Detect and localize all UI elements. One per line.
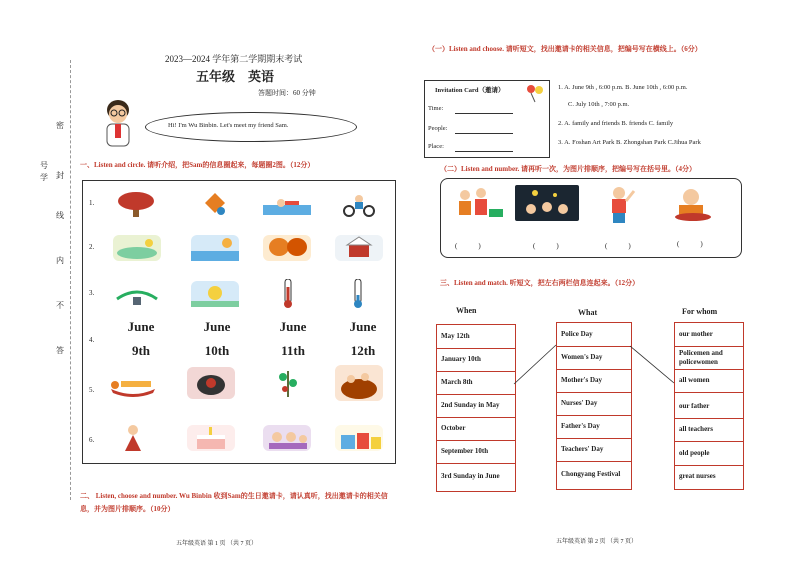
section-3-heading: 三、Listen and match. 听短文，把左右两栏信息连起来。（12分） [440,279,640,287]
what-item[interactable]: Chongyang Festival [561,470,621,478]
when-item[interactable]: 3rd Sunday in June [441,472,500,480]
when-item[interactable]: January 10th [437,348,515,372]
what-item[interactable]: Nurses' Day [557,392,631,416]
side-char: 线 [56,211,64,220]
date-month: June [349,319,377,334]
for-whom-item[interactable]: Policemen and policewomen [675,346,743,370]
exam-subtitle: 五年级 英语 [196,69,275,84]
side-char: 密 [56,121,64,130]
for-whom-item[interactable]: old people [675,442,743,466]
for-whom-item[interactable]: our father [675,395,743,419]
what-item[interactable]: Mother's Day [557,369,631,393]
invitation-field-label: Time: [428,105,444,112]
what-item[interactable]: Teachers' Day [557,438,631,462]
when-item[interactable]: October [437,417,515,441]
row-number: 6. [89,436,95,444]
column-header-for-whom: For whom [682,307,718,316]
side-outer-char: 学 [40,173,48,182]
answer-paren[interactable]: ( ) [455,242,481,250]
option-line: 2. A. family and friends B. friends C. family [558,120,674,127]
for-whom-item[interactable]: our mother [675,323,743,347]
side-char: 答 [56,346,64,355]
what-item[interactable]: Police Day [557,323,631,347]
date-month: June [127,319,155,334]
invitation-field-label: People: [428,125,448,132]
option-line: 1. A. June 9th , 6:00 p.m. B. June 10th , 6:00 p.m. [558,84,688,91]
row-number: 2. [89,243,95,251]
option-line: 3. A. Foshan Art Park B. Zhongshan Park C.Jihua Park [558,139,701,146]
date-day: 9th [131,343,151,358]
invitation-title: Invitation Card（邀请） [435,87,505,94]
side-outer-char: 号 [40,161,48,170]
page-footer: 五年级英语 第 2 页 （共 7 页） [556,539,638,545]
row-number: 4. [89,336,95,344]
column-header-what: What [578,308,598,317]
date-day: 12th [350,343,376,358]
row-number: 1. [89,199,95,207]
page-footer: 五年级英语 第 1 页 （共 7 页） [176,541,258,547]
column-header-when: When [456,306,477,315]
match-line [630,346,674,383]
for-whom-item[interactable]: great nurses [679,472,716,480]
date-month: June [203,319,231,334]
row-number: 3. [89,289,95,297]
when-item[interactable]: 2nd Sunday in May [437,394,515,418]
date-month: June [279,319,307,334]
when-item[interactable]: September 10th [437,440,515,464]
answer-paren[interactable]: ( ) [605,242,631,250]
answer-paren[interactable]: ( ) [677,240,703,248]
speech-text: Hi! I'm Wu Binbin. Let's meet my friend Sam. [168,122,289,129]
side-char: 不 [56,301,64,310]
part-1-heading: （一）Listen and choose. 请听短文，找出邀请卡的相关信息，把编号写在横线上。（6分） [428,45,702,53]
part-2-heading: （二）Listen and number. 请再听一次，为图片排顺序，把编号写在括号里。（4分） [440,165,697,173]
match-line [514,345,556,384]
for-whom-item[interactable]: all women [675,369,743,393]
date-day: 10th [204,343,230,358]
what-item[interactable]: Father's Day [557,415,631,439]
side-char: 封 [56,171,64,180]
date-day: 11th [281,343,305,358]
option-line: C. July 10th , 7:00 p.m. [568,101,630,108]
for-whom-item[interactable]: all teachers [675,418,743,442]
what-item[interactable]: Women's Day [557,346,631,370]
row-number: 5. [89,386,95,394]
invitation-field-label: Place: [428,143,444,150]
exam-title: 2023—2024 学年第二学期期末考试 [165,54,303,64]
section-2-heading: 二、 Listen, choose and number. Wu Binbin 收到Sam的生日邀请卡，请认真听，找出邀请卡的相关信息，并为图片排顺序。（10分） [80,492,388,513]
answer-paren[interactable]: ( ) [533,242,559,250]
when-item[interactable]: March 8th [437,371,515,395]
side-char: 内 [56,256,64,265]
when-item[interactable]: May 12th [437,325,515,349]
section-1-heading: 一、Listen and circle. 请听介绍，把Sam的信息圈起来，每题圈2图。（12分） [80,161,315,169]
exam-time: 答题时间：60 分钟 [258,89,316,97]
